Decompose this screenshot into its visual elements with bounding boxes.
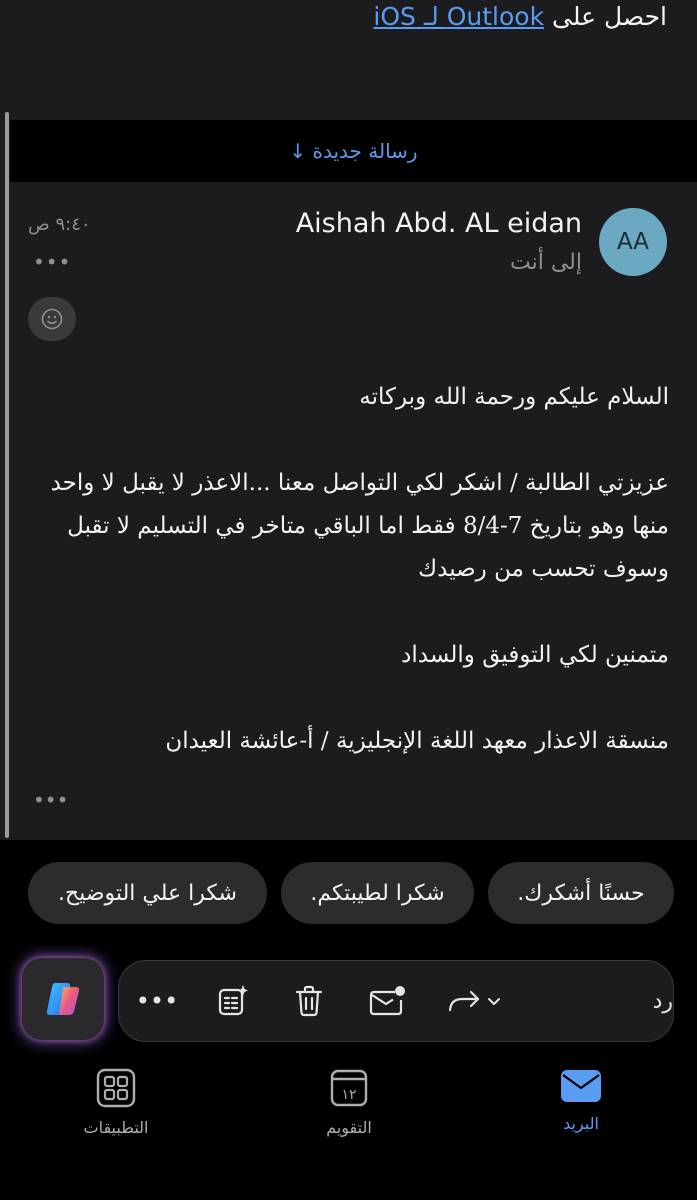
top-area: [0, 0, 697, 112]
thread-scroll-indicator: [5, 112, 9, 838]
add-reaction-button[interactable]: [28, 297, 76, 341]
chevron-down-icon: [484, 991, 504, 1011]
email-wish: متمنين لكي التوفيق والسداد: [401, 642, 669, 668]
avatar[interactable]: AA: [599, 208, 667, 276]
email-body: [40, 372, 669, 763]
outlook-ios-link[interactable]: Outlook لـ iOS: [373, 2, 545, 31]
notes-sparkle-icon: [216, 984, 250, 1018]
smiley-icon: [40, 307, 64, 331]
trash-icon: [293, 984, 325, 1018]
new-message-banner[interactable]: [10, 120, 697, 182]
tab-mail-label: البريد: [563, 1114, 599, 1133]
message-action-bar: [118, 960, 674, 1042]
summarize-button[interactable]: [211, 961, 255, 1041]
tab-mail[interactable]: [511, 1068, 651, 1133]
copilot-icon: [41, 977, 85, 1021]
forward-button[interactable]: [439, 961, 511, 1041]
tab-calendar-label: التقويم: [326, 1118, 372, 1137]
calendar-icon: [329, 1068, 369, 1108]
quick-reply-chip[interactable]: شكرا لطيبتكم.: [281, 862, 474, 924]
copilot-button[interactable]: [22, 958, 104, 1040]
mail-icon: [559, 1068, 603, 1104]
tab-calendar[interactable]: [279, 1068, 419, 1137]
mark-unread-button[interactable]: [363, 961, 411, 1041]
quick-reply-chip[interactable]: شكرا علي التوضيح.: [28, 862, 267, 924]
email-greeting: السلام عليكم ورحمة الله وبركاته: [359, 384, 669, 410]
apps-grid-icon: [96, 1068, 136, 1108]
more-options-icon[interactable]: •••: [33, 250, 72, 274]
quick-reply-chip[interactable]: حسنًا أشكرك.: [488, 862, 674, 924]
email-paragraph: عزيزتي الطالبة / اشكر لكي التواصل معنا ...الاعذر لا يقبل لا واحد منها وهو بتاريخ 7-8/4 فقط اما الباقي متاخر في التسليم لا تقبل وسوف تحسب من رصيدك: [50, 470, 669, 582]
mail-unread-icon: [367, 984, 407, 1018]
timestamp: ٩:٤٠ ص: [28, 214, 91, 235]
show-quoted-text-icon[interactable]: •••: [33, 788, 69, 812]
recipient-label: إلى أنت: [510, 250, 582, 275]
outlook-promo: [373, 2, 667, 31]
tab-apps[interactable]: [46, 1068, 186, 1137]
sender-name[interactable]: Aishah Abd. AL eidan: [295, 208, 582, 239]
delete-button[interactable]: [287, 961, 331, 1041]
calendar-day: ١٢: [341, 1087, 357, 1103]
promo-text: احصل على: [544, 2, 667, 31]
tab-apps-label: التطبيقات: [83, 1118, 149, 1137]
reply-button[interactable]: رد: [652, 988, 673, 1014]
new-message-label: رسالة جديدة ↓: [289, 139, 418, 163]
forward-arrow-icon: [446, 986, 484, 1016]
more-actions-button[interactable]: •••: [135, 987, 179, 1015]
email-signature: منسقة الاعذار معهد اللغة الإنجليزية / أ-عائشة العيدان: [165, 728, 669, 754]
